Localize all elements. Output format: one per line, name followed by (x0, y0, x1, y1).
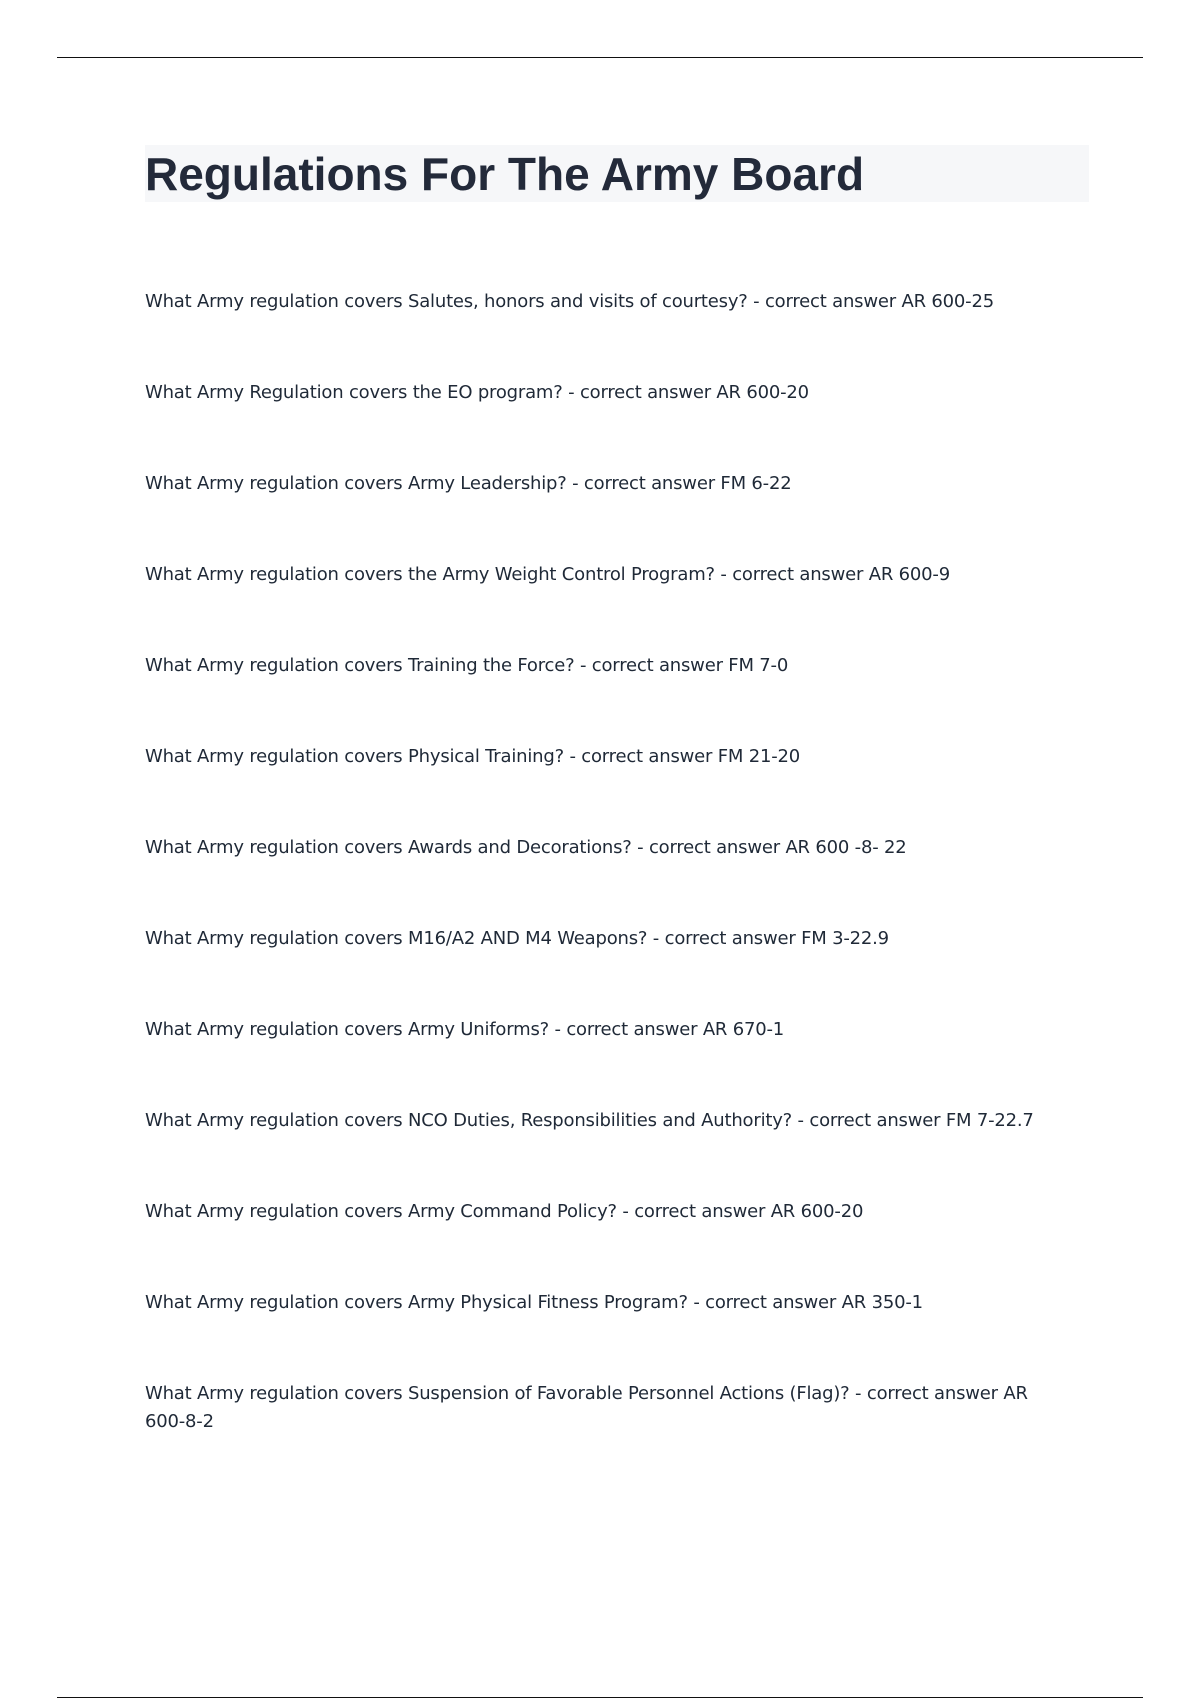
qa-item: What Army regulation covers Salutes, honors and visits of courtesy? - correct answer AR 600-25 (145, 291, 994, 312)
qa-item: What Army Regulation covers the EO program? - correct answer AR 600-20 (145, 382, 809, 403)
qa-item: What Army regulation covers Physical Training? - correct answer FM 21-20 (145, 746, 801, 767)
qa-item: What Army regulation covers Army Leadership? - correct answer FM 6-22 (145, 473, 792, 494)
qa-item: What Army regulation covers NCO Duties, Responsibilities and Authority? - correct answer FM 7-22.7 (145, 1110, 1034, 1131)
qa-item: What Army regulation covers M16/A2 AND M4 Weapons? - correct answer FM 3-22.9 (145, 928, 889, 949)
top-rule (57, 57, 1143, 58)
qa-item: What Army regulation covers Suspension of Favorable Personnel Actions (Flag)? - correct answer AR 600-8-2 (145, 1383, 1028, 1432)
qa-item: What Army regulation covers Army Physical Fitness Program? - correct answer AR 350-1 (145, 1292, 923, 1313)
qa-item: What Army regulation covers Army Uniforms? - correct answer AR 670-1 (145, 1019, 785, 1040)
qa-item: What Army regulation covers Awards and Decorations? - correct answer AR 600 -8- 22 (145, 837, 907, 858)
document-title: Regulations For The Army Board (145, 148, 865, 200)
qa-item: What Army regulation covers the Army Weight Control Program? - correct answer AR 600-9 (145, 564, 950, 585)
title-banner (145, 145, 1089, 202)
question-answer-list (145, 288, 1065, 1436)
bottom-rule (57, 1697, 1143, 1698)
qa-item: What Army regulation covers Training the Force? - correct answer FM 7-0 (145, 655, 789, 676)
qa-item: What Army regulation covers Army Command Policy? - correct answer AR 600-20 (145, 1201, 864, 1222)
